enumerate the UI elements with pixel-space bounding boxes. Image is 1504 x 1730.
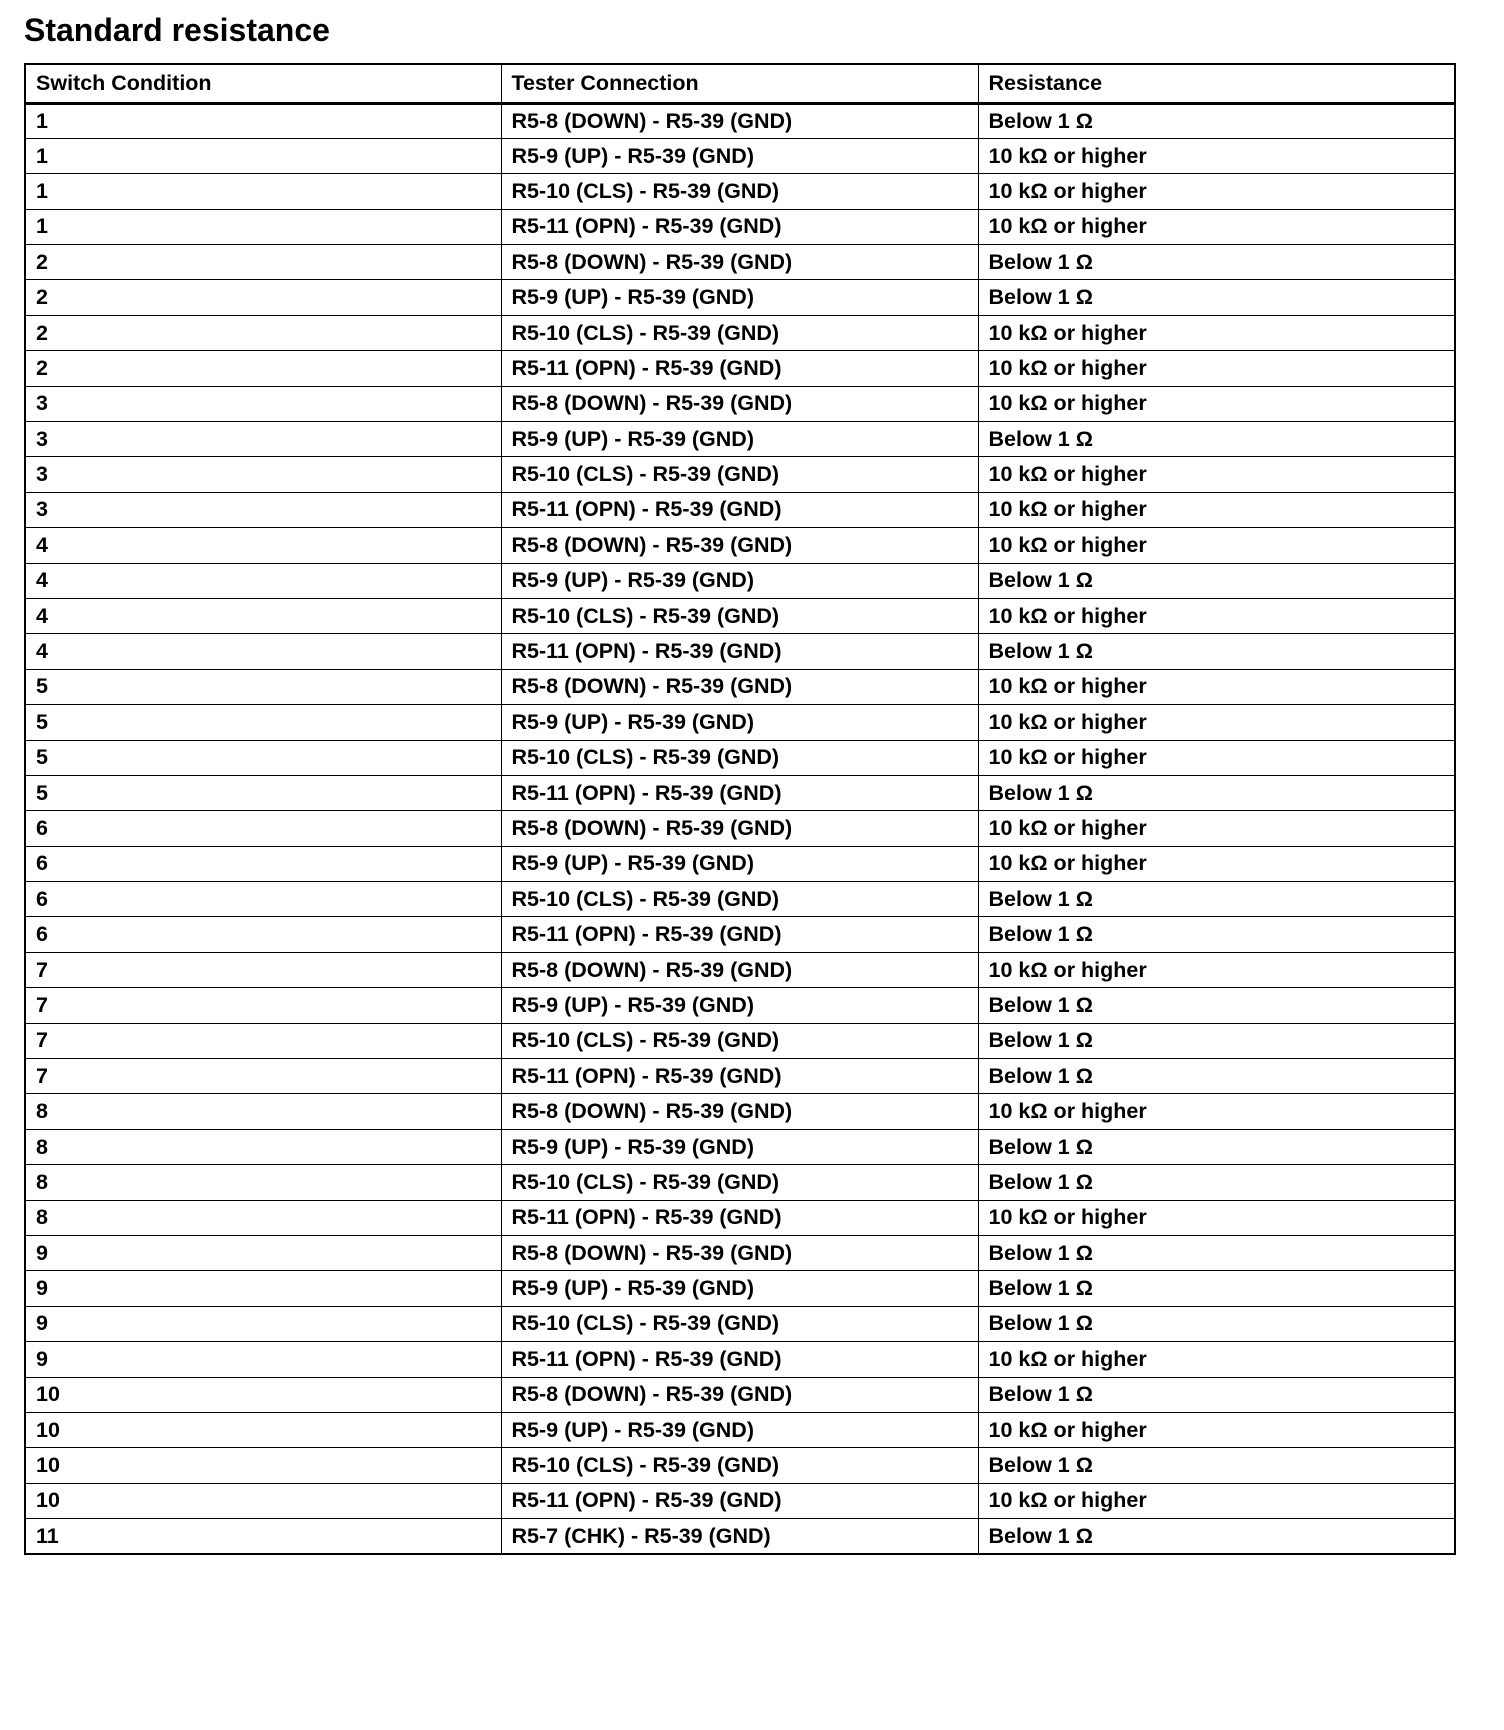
resistance-cell: 10 kΩ or higher — [978, 669, 1455, 704]
resistance-cell: 10 kΩ or higher — [978, 351, 1455, 386]
resistance-cell: 10 kΩ or higher — [978, 1342, 1455, 1377]
switch-condition-cell: 1 — [25, 138, 501, 173]
tester-connection-cell: R5-8 (DOWN) - R5-39 (GND) — [501, 669, 978, 704]
table-row — [25, 422, 1455, 457]
resistance-cell: Below 1 Ω — [978, 422, 1455, 457]
resistance-cell: 10 kΩ or higher — [978, 492, 1455, 527]
switch-condition-cell: 5 — [25, 669, 501, 704]
table-row — [25, 1236, 1455, 1271]
resistance-cell: 10 kΩ or higher — [978, 1412, 1455, 1447]
table-row — [25, 952, 1455, 987]
resistance-cell: Below 1 Ω — [978, 1236, 1455, 1271]
tester-connection-cell: R5-9 (UP) - R5-39 (GND) — [501, 1412, 978, 1447]
table-row — [25, 1165, 1455, 1200]
resistance-cell: 10 kΩ or higher — [978, 174, 1455, 209]
table-row — [25, 1059, 1455, 1094]
table-row — [25, 1412, 1455, 1447]
resistance-cell: Below 1 Ω — [978, 280, 1455, 315]
resistance-cell: Below 1 Ω — [978, 1448, 1455, 1483]
table-row — [25, 988, 1455, 1023]
resistance-cell: Below 1 Ω — [978, 882, 1455, 917]
switch-condition-cell: 8 — [25, 1094, 501, 1129]
switch-condition-cell: 2 — [25, 280, 501, 315]
table-row — [25, 1519, 1455, 1554]
tester-connection-cell: R5-11 (OPN) - R5-39 (GND) — [501, 209, 978, 244]
header-switch-condition: Switch Condition — [25, 64, 501, 103]
tester-connection-cell: R5-11 (OPN) - R5-39 (GND) — [501, 775, 978, 810]
table-row — [25, 315, 1455, 350]
resistance-cell: 10 kΩ or higher — [978, 209, 1455, 244]
table-row — [25, 1483, 1455, 1518]
switch-condition-cell: 2 — [25, 315, 501, 350]
switch-condition-cell: 4 — [25, 634, 501, 669]
resistance-cell: Below 1 Ω — [978, 1306, 1455, 1341]
resistance-table — [24, 63, 1456, 1555]
switch-condition-cell: 7 — [25, 988, 501, 1023]
header-resistance: Resistance — [978, 64, 1455, 103]
switch-condition-cell: 4 — [25, 528, 501, 563]
resistance-cell: 10 kΩ or higher — [978, 528, 1455, 563]
switch-condition-cell: 11 — [25, 1519, 501, 1554]
switch-condition-cell: 8 — [25, 1129, 501, 1164]
switch-condition-cell: 9 — [25, 1236, 501, 1271]
header-row — [25, 64, 1455, 103]
table-row — [25, 1448, 1455, 1483]
switch-condition-cell: 3 — [25, 422, 501, 457]
tester-connection-cell: R5-9 (UP) - R5-39 (GND) — [501, 846, 978, 881]
resistance-cell: 10 kΩ or higher — [978, 1094, 1455, 1129]
table-header — [25, 64, 1455, 103]
table-row — [25, 705, 1455, 740]
table-row — [25, 563, 1455, 598]
tester-connection-cell: R5-8 (DOWN) - R5-39 (GND) — [501, 1094, 978, 1129]
tester-connection-cell: R5-11 (OPN) - R5-39 (GND) — [501, 917, 978, 952]
tester-connection-cell: R5-9 (UP) - R5-39 (GND) — [501, 563, 978, 598]
switch-condition-cell: 10 — [25, 1483, 501, 1518]
tester-connection-cell: R5-9 (UP) - R5-39 (GND) — [501, 138, 978, 173]
tester-connection-cell: R5-9 (UP) - R5-39 (GND) — [501, 705, 978, 740]
table-row — [25, 1377, 1455, 1412]
switch-condition-cell: 3 — [25, 457, 501, 492]
tester-connection-cell: R5-9 (UP) - R5-39 (GND) — [501, 1271, 978, 1306]
resistance-cell: 10 kΩ or higher — [978, 138, 1455, 173]
switch-condition-cell: 6 — [25, 917, 501, 952]
table-row — [25, 528, 1455, 563]
tester-connection-cell: R5-10 (CLS) - R5-39 (GND) — [501, 1023, 978, 1058]
table-row — [25, 846, 1455, 881]
resistance-cell: Below 1 Ω — [978, 563, 1455, 598]
header-tester-connection: Tester Connection — [501, 64, 978, 103]
table-row — [25, 174, 1455, 209]
table-row — [25, 103, 1455, 138]
table-row — [25, 138, 1455, 173]
table-row — [25, 740, 1455, 775]
tester-connection-cell: R5-8 (DOWN) - R5-39 (GND) — [501, 528, 978, 563]
switch-condition-cell: 2 — [25, 245, 501, 280]
table-row — [25, 351, 1455, 386]
resistance-cell: Below 1 Ω — [978, 775, 1455, 810]
tester-connection-cell: R5-10 (CLS) - R5-39 (GND) — [501, 174, 978, 209]
switch-condition-cell: 3 — [25, 386, 501, 421]
switch-condition-cell: 1 — [25, 209, 501, 244]
tester-connection-cell: R5-10 (CLS) - R5-39 (GND) — [501, 1448, 978, 1483]
tester-connection-cell: R5-11 (OPN) - R5-39 (GND) — [501, 1200, 978, 1235]
resistance-cell: Below 1 Ω — [978, 1377, 1455, 1412]
resistance-cell: 10 kΩ or higher — [978, 598, 1455, 633]
table-row — [25, 917, 1455, 952]
resistance-cell: Below 1 Ω — [978, 634, 1455, 669]
table-row — [25, 280, 1455, 315]
table-row — [25, 209, 1455, 244]
tester-connection-cell: R5-8 (DOWN) - R5-39 (GND) — [501, 952, 978, 987]
tester-connection-cell: R5-9 (UP) - R5-39 (GND) — [501, 1129, 978, 1164]
resistance-cell: Below 1 Ω — [978, 988, 1455, 1023]
table-row — [25, 882, 1455, 917]
switch-condition-cell: 6 — [25, 846, 501, 881]
tester-connection-cell: R5-8 (DOWN) - R5-39 (GND) — [501, 1236, 978, 1271]
tester-connection-cell: R5-8 (DOWN) - R5-39 (GND) — [501, 245, 978, 280]
switch-condition-cell: 8 — [25, 1165, 501, 1200]
page-title: Standard resistance — [24, 12, 330, 48]
resistance-cell: Below 1 Ω — [978, 1059, 1455, 1094]
tester-connection-cell: R5-11 (OPN) - R5-39 (GND) — [501, 351, 978, 386]
resistance-cell: 10 kΩ or higher — [978, 846, 1455, 881]
switch-condition-cell: 4 — [25, 598, 501, 633]
table-row — [25, 598, 1455, 633]
switch-condition-cell: 5 — [25, 740, 501, 775]
switch-condition-cell: 3 — [25, 492, 501, 527]
table-row — [25, 669, 1455, 704]
switch-condition-cell: 10 — [25, 1412, 501, 1447]
table-body — [25, 103, 1455, 1554]
tester-connection-cell: R5-10 (CLS) - R5-39 (GND) — [501, 882, 978, 917]
resistance-cell: Below 1 Ω — [978, 1129, 1455, 1164]
table-row — [25, 386, 1455, 421]
resistance-cell: Below 1 Ω — [978, 917, 1455, 952]
switch-condition-cell: 7 — [25, 1023, 501, 1058]
resistance-cell: 10 kΩ or higher — [978, 811, 1455, 846]
resistance-cell: 10 kΩ or higher — [978, 315, 1455, 350]
switch-condition-cell: 1 — [25, 103, 501, 138]
resistance-cell: 10 kΩ or higher — [978, 1483, 1455, 1518]
switch-condition-cell: 8 — [25, 1200, 501, 1235]
resistance-cell: 10 kΩ or higher — [978, 1200, 1455, 1235]
switch-condition-cell: 1 — [25, 174, 501, 209]
switch-condition-cell: 6 — [25, 811, 501, 846]
table-row — [25, 811, 1455, 846]
table-row — [25, 1023, 1455, 1058]
tester-connection-cell: R5-8 (DOWN) - R5-39 (GND) — [501, 1377, 978, 1412]
resistance-cell: Below 1 Ω — [978, 1165, 1455, 1200]
tester-connection-cell: R5-8 (DOWN) - R5-39 (GND) — [501, 386, 978, 421]
switch-condition-cell: 10 — [25, 1448, 501, 1483]
table-row — [25, 775, 1455, 810]
resistance-cell: Below 1 Ω — [978, 103, 1455, 138]
resistance-cell: Below 1 Ω — [978, 1519, 1455, 1554]
tester-connection-cell: R5-10 (CLS) - R5-39 (GND) — [501, 1306, 978, 1341]
table-row — [25, 1306, 1455, 1341]
switch-condition-cell: 2 — [25, 351, 501, 386]
switch-condition-cell: 7 — [25, 1059, 501, 1094]
table-row — [25, 245, 1455, 280]
tester-connection-cell: R5-10 (CLS) - R5-39 (GND) — [501, 315, 978, 350]
switch-condition-cell: 9 — [25, 1306, 501, 1341]
switch-condition-cell: 4 — [25, 563, 501, 598]
tester-connection-cell: R5-10 (CLS) - R5-39 (GND) — [501, 457, 978, 492]
switch-condition-cell: 5 — [25, 705, 501, 740]
tester-connection-cell: R5-10 (CLS) - R5-39 (GND) — [501, 598, 978, 633]
table-row — [25, 1129, 1455, 1164]
resistance-cell: 10 kΩ or higher — [978, 705, 1455, 740]
resistance-cell: 10 kΩ or higher — [978, 457, 1455, 492]
tester-connection-cell: R5-7 (CHK) - R5-39 (GND) — [501, 1519, 978, 1554]
switch-condition-cell: 9 — [25, 1342, 501, 1377]
resistance-cell: 10 kΩ or higher — [978, 386, 1455, 421]
tester-connection-cell: R5-11 (OPN) - R5-39 (GND) — [501, 1059, 978, 1094]
tester-connection-cell: R5-11 (OPN) - R5-39 (GND) — [501, 1342, 978, 1377]
tester-connection-cell: R5-11 (OPN) - R5-39 (GND) — [501, 1483, 978, 1518]
tester-connection-cell: R5-9 (UP) - R5-39 (GND) — [501, 280, 978, 315]
resistance-cell: Below 1 Ω — [978, 1023, 1455, 1058]
tester-connection-cell: R5-8 (DOWN) - R5-39 (GND) — [501, 811, 978, 846]
switch-condition-cell: 10 — [25, 1377, 501, 1412]
table-row — [25, 634, 1455, 669]
resistance-cell: Below 1 Ω — [978, 245, 1455, 280]
tester-connection-cell: R5-9 (UP) - R5-39 (GND) — [501, 988, 978, 1023]
tester-connection-cell: R5-11 (OPN) - R5-39 (GND) — [501, 634, 978, 669]
table-row — [25, 1200, 1455, 1235]
table-row — [25, 1271, 1455, 1306]
switch-condition-cell: 9 — [25, 1271, 501, 1306]
table-row — [25, 1342, 1455, 1377]
resistance-cell: 10 kΩ or higher — [978, 740, 1455, 775]
table-row — [25, 492, 1455, 527]
table-row — [25, 457, 1455, 492]
switch-condition-cell: 6 — [25, 882, 501, 917]
resistance-cell: Below 1 Ω — [978, 1271, 1455, 1306]
tester-connection-cell: R5-11 (OPN) - R5-39 (GND) — [501, 492, 978, 527]
switch-condition-cell: 7 — [25, 952, 501, 987]
tester-connection-cell: R5-8 (DOWN) - R5-39 (GND) — [501, 103, 978, 138]
tester-connection-cell: R5-10 (CLS) - R5-39 (GND) — [501, 740, 978, 775]
resistance-cell: 10 kΩ or higher — [978, 952, 1455, 987]
switch-condition-cell: 5 — [25, 775, 501, 810]
tester-connection-cell: R5-9 (UP) - R5-39 (GND) — [501, 422, 978, 457]
table-row — [25, 1094, 1455, 1129]
tester-connection-cell: R5-10 (CLS) - R5-39 (GND) — [501, 1165, 978, 1200]
